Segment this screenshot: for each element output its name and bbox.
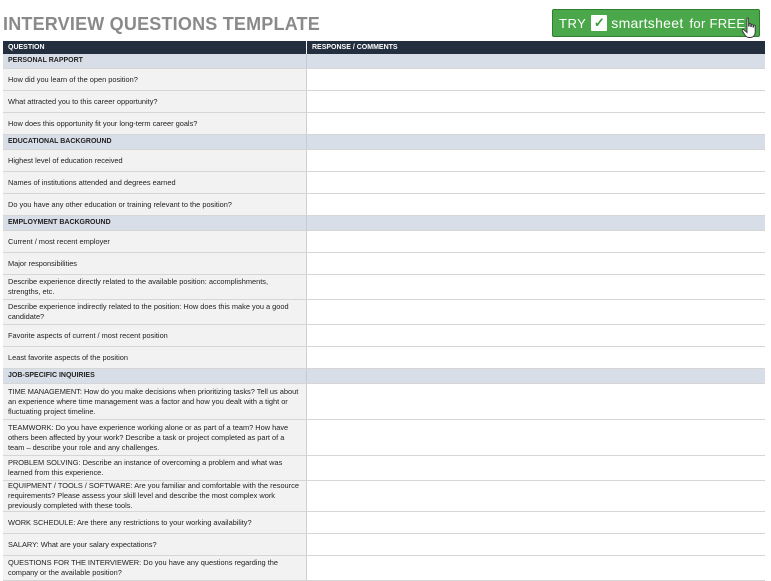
response-cell[interactable] <box>307 69 765 90</box>
response-cell[interactable] <box>307 384 765 419</box>
question-cell: TEAMWORK: Do you have experience working alone or as part of a team? How have others been affected by your work? Describe a task or project completed as part of a team – describe your role and any challenges. <box>3 420 307 455</box>
checkmark-icon: ✓ <box>591 15 607 31</box>
response-cell[interactable] <box>307 253 765 274</box>
section-row-job-specific-inquiries <box>3 369 765 384</box>
table-row <box>3 113 765 135</box>
question-cell: EQUIPMENT / TOOLS / SOFTWARE: Are you familiar and comfortable with the resource requirements? Please assess your skill level and describe the most complex work previously completed with these tools. <box>3 481 307 511</box>
question-cell: Describe experience indirectly related to the position: How does this make you a good candidate? <box>3 300 307 324</box>
promo-brand-label: smartsheet <box>611 15 684 31</box>
table-row <box>3 420 765 456</box>
question-cell: PROBLEM SOLVING: Describe an instance of overcoming a problem and what was learned from this experience. <box>3 456 307 480</box>
table-row <box>3 556 765 581</box>
hand-cursor-icon <box>741 17 759 39</box>
response-column-header: RESPONSE / COMMENTS <box>312 44 398 51</box>
response-cell[interactable] <box>307 512 765 533</box>
table-row <box>3 325 765 347</box>
question-cell: SALARY: What are your salary expectations? <box>3 534 307 555</box>
table-row <box>3 347 765 369</box>
response-cell[interactable] <box>307 300 765 324</box>
section-row-educational-background <box>3 135 765 150</box>
table-row <box>3 194 765 216</box>
section-row-employment-background <box>3 216 765 231</box>
response-cell[interactable] <box>307 456 765 480</box>
table-row <box>3 512 765 534</box>
section-row-personal-rapport <box>3 54 765 69</box>
question-cell: Describe experience directly related to the available position: accomplishments, strengths, etc. <box>3 275 307 299</box>
section-label: EMPLOYMENT BACKGROUND <box>3 216 307 230</box>
response-cell[interactable] <box>307 113 765 134</box>
table-header <box>3 41 765 54</box>
table-row <box>3 172 765 194</box>
question-cell: What attracted you to this career opportunity? <box>3 91 307 112</box>
promo-free-label: for FREE <box>689 15 746 31</box>
table-row <box>3 300 765 325</box>
question-cell: Favorite aspects of current / most recent position <box>3 325 307 346</box>
response-cell[interactable] <box>307 347 765 368</box>
promo-try-label: TRY <box>559 15 587 31</box>
question-cell: Major responsibilities <box>3 253 307 274</box>
question-cell: How did you learn of the open position? <box>3 69 307 90</box>
table-row <box>3 231 765 253</box>
response-cell[interactable] <box>307 231 765 252</box>
table-row <box>3 150 765 172</box>
table-row <box>3 534 765 556</box>
table-row <box>3 384 765 420</box>
question-cell: Do you have any other education or training relevant to the position? <box>3 194 307 215</box>
response-cell[interactable] <box>307 534 765 555</box>
response-cell[interactable] <box>307 172 765 193</box>
table-row <box>3 275 765 300</box>
response-cell[interactable] <box>307 194 765 215</box>
response-cell <box>307 216 765 230</box>
response-cell[interactable] <box>307 481 765 511</box>
question-cell: WORK SCHEDULE: Are there any restrictions to your working availability? <box>3 512 307 533</box>
response-cell <box>307 369 765 383</box>
table-row <box>3 69 765 91</box>
question-column-header: QUESTION <box>3 41 307 54</box>
section-label: PERSONAL RAPPORT <box>3 54 307 68</box>
question-table <box>3 54 765 581</box>
page-title: INTERVIEW QUESTIONS TEMPLATE <box>3 14 320 34</box>
section-label: JOB-SPECIFIC INQUIRIES <box>3 369 307 383</box>
response-cell[interactable] <box>307 325 765 346</box>
question-cell: Current / most recent employer <box>3 231 307 252</box>
response-cell[interactable] <box>307 150 765 171</box>
table-row <box>3 91 765 113</box>
question-cell: How does this opportunity fit your long-term career goals? <box>3 113 307 134</box>
response-cell[interactable] <box>307 420 765 455</box>
question-cell: QUESTIONS FOR THE INTERVIEWER: Do you have any questions regarding the company or the available position? <box>3 556 307 580</box>
section-label: EDUCATIONAL BACKGROUND <box>3 135 307 149</box>
try-smartsheet-button[interactable] <box>552 9 760 37</box>
question-cell: Names of institutions attended and degrees earned <box>3 172 307 193</box>
table-row <box>3 253 765 275</box>
question-cell: Highest level of education received <box>3 150 307 171</box>
response-cell[interactable] <box>307 91 765 112</box>
response-cell <box>307 135 765 149</box>
response-cell[interactable] <box>307 556 765 580</box>
question-cell: TIME MANAGEMENT: How do you make decisions when prioritizing tasks? Tell us about an experience where time management was a factor and how you dealt with a tight or fluctuating project timeline. <box>3 384 307 419</box>
table-row <box>3 456 765 481</box>
response-cell[interactable] <box>307 275 765 299</box>
response-cell <box>307 54 765 68</box>
table-row <box>3 481 765 512</box>
question-cell: Least favorite aspects of the position <box>3 347 307 368</box>
